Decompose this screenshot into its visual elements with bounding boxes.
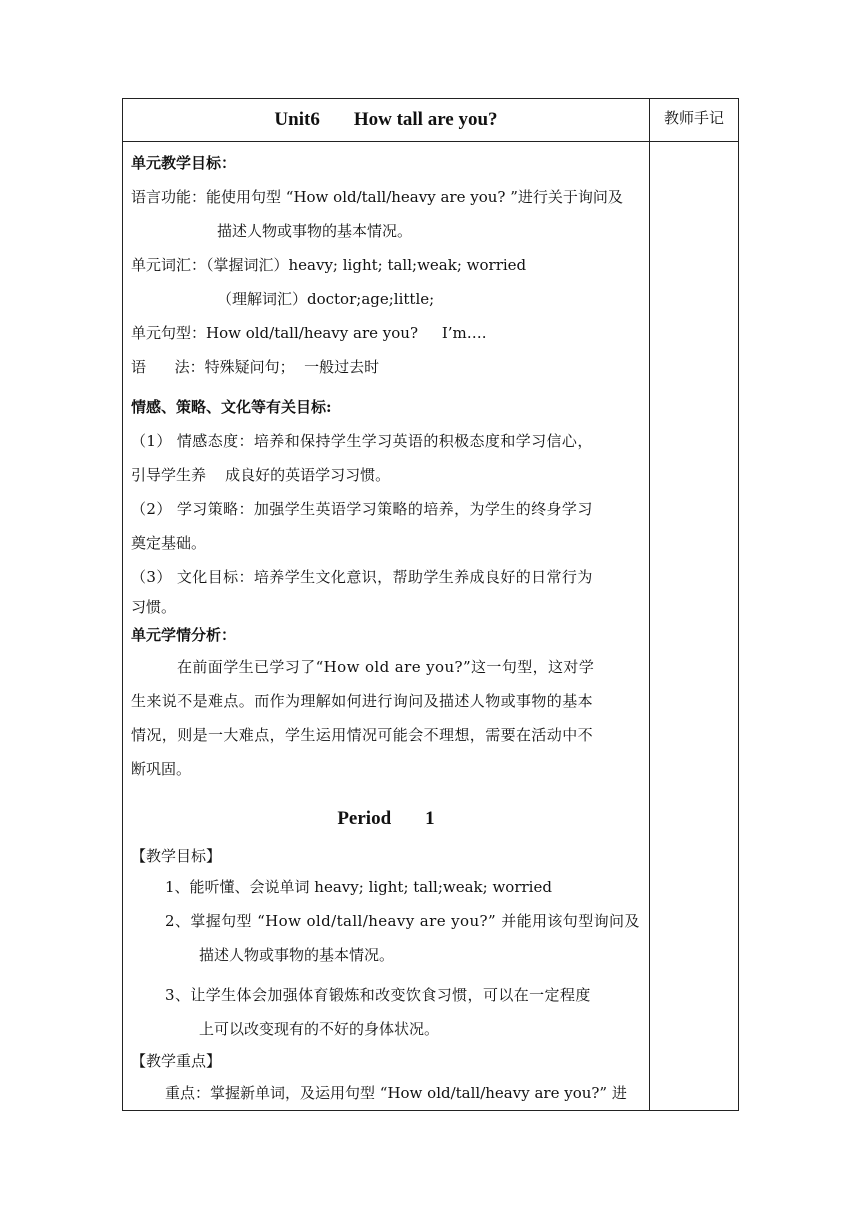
affective-item1-b: 引导学生养 成良好的英语学习习惯。: [131, 466, 391, 484]
objective-2-b: 描述人物或事物的基本情况。: [199, 946, 395, 964]
objective-1: 1、能听懂、会说单词 heavy; light; tall;weak; worried: [165, 878, 552, 896]
analysis-p3: 情况，则是一大难点，学生运用情况可能会不理想，需要在活动中不: [131, 726, 594, 744]
period-label: Period: [337, 808, 392, 829]
objective-3-a: 3、让学生体会加强体育锻炼和改变饮食习惯，可以在一定程度: [165, 986, 591, 1004]
period-number: 1: [425, 808, 435, 829]
analysis-p4: 断巩固。: [131, 760, 192, 778]
objective-2-a: 2、掌握句型 “How old/tall/heavy are you?” 并能用该句型询问及: [165, 912, 640, 930]
content-row: [123, 142, 739, 1111]
key-points-heading: 【教学重点】: [131, 1052, 222, 1070]
grammar-line: 语 法：特殊疑问句； 一般过去时: [131, 358, 380, 376]
header-row: [123, 99, 739, 142]
affective-item1-a: （1） 情感态度：培养和保持学生学习英语的积极态度和学习信心，: [131, 432, 593, 450]
teacher-notes-cell: [650, 142, 739, 1111]
analysis-p1: 在前面学生已学习了“How old are you?”这一句型，这对学: [177, 658, 595, 676]
affective-heading: 情感、策略、文化等有关目标:: [131, 398, 332, 416]
unit-number: Unit6: [274, 109, 320, 130]
period-title: [131, 802, 641, 836]
objectives-heading: 【教学目标】: [131, 847, 222, 865]
affective-item3-b: 习惯。: [131, 598, 177, 616]
lesson-plan-table: [122, 98, 739, 1111]
affective-item2-b: 奠定基础。: [131, 534, 207, 552]
language-function-line2: 描述人物或事物的基本情况。: [217, 222, 413, 240]
teacher-notes-heading: 教师手记: [650, 99, 739, 142]
vocab-mastery: 单元词汇：（掌握词汇）heavy; light; tall;weak; worried: [131, 256, 527, 274]
language-function-line1: 语言功能：能使用句型 “How old/tall/heavy are you? ”进行关于询问及: [131, 188, 623, 206]
affective-item2-a: （2） 学习策略：加强学生英语学习策略的培养，为学生的终身学习: [131, 500, 593, 518]
key-point-1: 重点：掌握新单词，及运用句型 “How old/tall/heavy are you?” 进: [165, 1084, 627, 1102]
affective-item3-a: （3） 文化目标：培养学生文化意识，帮助学生养成良好的日常行为: [131, 568, 593, 586]
vocab-understanding: （理解词汇）doctor;age;little;: [217, 290, 435, 308]
analysis-heading: 单元学情分析：: [131, 626, 237, 644]
unit-title: [123, 99, 650, 142]
analysis-p2: 生来说不是难点。而作为理解如何进行询问及描述人物或事物的基本: [131, 692, 594, 710]
content-cell: [123, 142, 650, 1111]
unit-title-text: How tall are you?: [353, 109, 498, 130]
unit-sentence: 单元句型：How old/tall/heavy are you? I’m….: [131, 324, 487, 342]
unit-goals-heading: 单元教学目标：: [131, 154, 237, 172]
objective-3-b: 上可以改变现有的不好的身体状况。: [199, 1020, 440, 1038]
